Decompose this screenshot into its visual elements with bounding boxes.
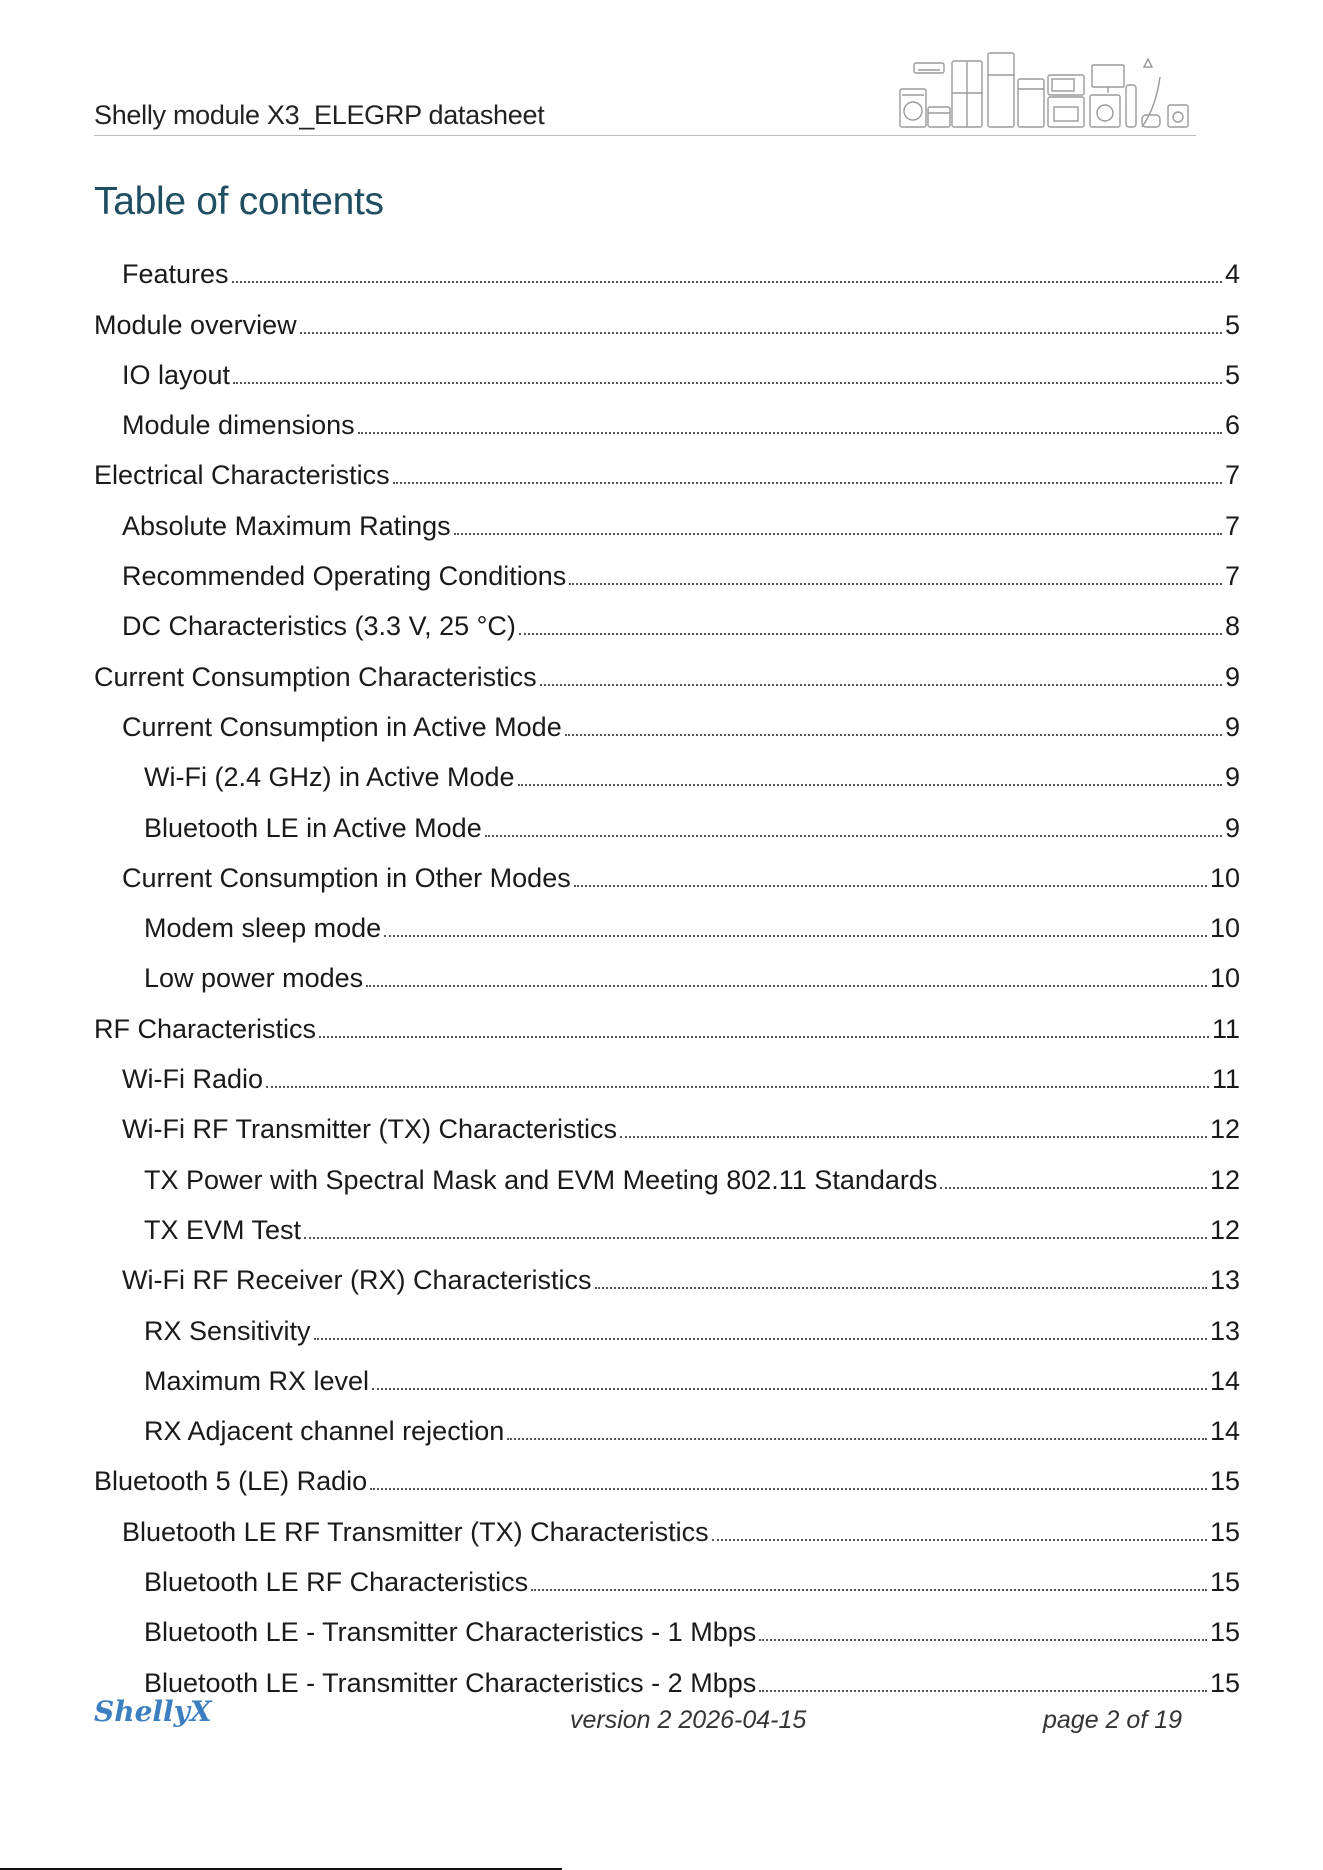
- toc-entry[interactable]: [94, 1646, 1240, 1696]
- toc-entry[interactable]: [94, 1093, 1240, 1143]
- toc-entry-page: 15: [1209, 1617, 1240, 1648]
- toc-entry-page: 5: [1224, 359, 1240, 390]
- toc-entry-title: Current Consumption Characteristics: [94, 661, 537, 692]
- toc-leader-dots: [393, 481, 1222, 484]
- toc-entry[interactable]: [94, 238, 1240, 288]
- toc-leader-dots: [759, 1638, 1207, 1641]
- toc-entry-page: 15: [1209, 1667, 1240, 1698]
- toc-entry-title: Bluetooth LE - Transmitter Characteristics - 2 Mbps: [144, 1667, 757, 1698]
- toc-entry[interactable]: [94, 389, 1240, 439]
- toc-leader-dots: [319, 1035, 1209, 1038]
- page-header: [94, 45, 1196, 136]
- toc-entry[interactable]: [94, 1194, 1240, 1244]
- toc-entry-title: Recommended Operating Conditions: [122, 561, 567, 592]
- toc-entry-title: Absolute Maximum Ratings: [122, 510, 451, 541]
- toc-leader-dots: [531, 1588, 1207, 1591]
- toc-entry-title: Wi-Fi Radio: [122, 1064, 264, 1095]
- toc-entry-page: 15: [1209, 1466, 1240, 1497]
- toc-entry-page: 10: [1209, 963, 1240, 994]
- toc-entry[interactable]: [94, 590, 1240, 640]
- toc-entry-page: 11: [1211, 1013, 1240, 1044]
- toc-leader-dots: [940, 1186, 1207, 1189]
- toc-entry-title: Wi-Fi (2.4 GHz) in Active Mode: [144, 762, 515, 793]
- toc-entry-page: 8: [1224, 611, 1240, 642]
- footer-page-number: page 2 of 19: [1043, 1706, 1183, 1734]
- toc-entry[interactable]: [94, 942, 1240, 992]
- toc-entry-title: Module dimensions: [122, 410, 355, 441]
- home-appliances-line-art-icon: [896, 45, 1196, 133]
- toc-entry-page: 9: [1224, 661, 1240, 692]
- toc-entry[interactable]: [94, 1445, 1240, 1495]
- toc-entry-title: Wi-Fi RF Receiver (RX) Characteristics: [122, 1265, 592, 1296]
- toc-leader-dots: [485, 834, 1222, 837]
- toc-leader-dots: [518, 783, 1222, 786]
- toc-entry-title: Current Consumption in Active Mode: [122, 711, 562, 742]
- toc-entry[interactable]: [94, 1244, 1240, 1294]
- toc-entry-page: 15: [1209, 1516, 1240, 1547]
- toc-entry[interactable]: [94, 540, 1240, 590]
- toc-entry[interactable]: [94, 489, 1240, 539]
- toc-leader-dots: [232, 280, 1222, 283]
- toc-entry-page: 12: [1209, 1164, 1240, 1195]
- document-title: Shelly module X3_ELEGRP datasheet: [94, 100, 545, 130]
- toc-entry-title: Electrical Characteristics: [94, 460, 390, 491]
- toc-entry[interactable]: [94, 791, 1240, 841]
- toc-entry-title: Bluetooth LE - Transmitter Characteristics - 1 Mbps: [144, 1617, 757, 1648]
- toc-entry-page: 12: [1209, 1214, 1240, 1245]
- toc-entry-title: Features: [122, 259, 229, 290]
- toc-leader-dots: [370, 1487, 1207, 1490]
- toc-entry-page: 7: [1224, 510, 1240, 541]
- toc-entry-page: 12: [1209, 1114, 1240, 1145]
- toc-entry[interactable]: [94, 691, 1240, 741]
- toc-entry-title: Current Consumption in Other Modes: [122, 862, 571, 893]
- toc-entry-title: RF Characteristics: [94, 1013, 317, 1044]
- toc-entry-page: 11: [1211, 1064, 1240, 1095]
- toc-entry-title: Module overview: [94, 309, 297, 340]
- toc-leader-dots: [358, 431, 1222, 434]
- toc-entry-title: Bluetooth LE RF Transmitter (TX) Characteristics: [122, 1516, 709, 1547]
- toc-entry[interactable]: [94, 1596, 1240, 1646]
- toc-entry-title: TX EVM Test: [144, 1214, 302, 1245]
- toc-entry-title: DC Characteristics (3.3 V, 25 °C): [122, 611, 516, 642]
- toc-entry-page: 6: [1224, 410, 1240, 441]
- toc-entry[interactable]: [94, 1546, 1240, 1596]
- toc-entry-title: Wi-Fi RF Transmitter (TX) Characteristics: [122, 1114, 618, 1145]
- toc-entry-page: 7: [1224, 460, 1240, 491]
- toc-entry[interactable]: [94, 842, 1240, 892]
- toc-leader-dots: [574, 884, 1207, 887]
- toc-entry-page: 14: [1209, 1365, 1240, 1396]
- toc-leader-dots: [540, 683, 1222, 686]
- toc-entry-title: Bluetooth 5 (LE) Radio: [94, 1466, 368, 1497]
- table-of-contents: [94, 238, 1240, 1697]
- toc-leader-dots: [595, 1286, 1207, 1289]
- toc-leader-dots: [712, 1538, 1207, 1541]
- toc-entry-page: 5: [1224, 309, 1240, 340]
- toc-leader-dots: [300, 331, 1222, 334]
- toc-entry-title: Bluetooth LE in Active Mode: [144, 812, 482, 843]
- toc-entry-title: RX Sensitivity: [144, 1315, 311, 1346]
- toc-entry-page: 13: [1209, 1315, 1240, 1346]
- toc-entry-title: Maximum RX level: [144, 1365, 370, 1396]
- toc-entry[interactable]: [94, 1143, 1240, 1193]
- toc-entry[interactable]: [94, 439, 1240, 489]
- toc-entry[interactable]: [94, 640, 1240, 690]
- toc-leader-dots: [565, 733, 1222, 736]
- toc-entry-page: 15: [1209, 1567, 1240, 1598]
- toc-entry-title: IO layout: [122, 359, 231, 390]
- toc-leader-dots: [519, 632, 1222, 635]
- toc-entry[interactable]: [94, 892, 1240, 942]
- toc-entry[interactable]: [94, 288, 1240, 338]
- toc-entry-page: 10: [1209, 913, 1240, 944]
- toc-entry-page: 13: [1209, 1265, 1240, 1296]
- toc-entry[interactable]: [94, 741, 1240, 791]
- toc-entry[interactable]: [94, 1345, 1240, 1395]
- svg-text:ShellyX: ShellyX: [94, 1695, 212, 1728]
- toc-leader-dots: [233, 381, 1222, 384]
- toc-entry-page: 7: [1224, 561, 1240, 592]
- toc-entry-title: TX Power with Spectral Mask and EVM Meeting 802.11 Standards: [144, 1164, 938, 1195]
- toc-entry-page: 9: [1224, 812, 1240, 843]
- toc-entry-page: 4: [1224, 259, 1240, 290]
- toc-leader-dots: [569, 582, 1222, 585]
- toc-leader-dots: [620, 1135, 1207, 1138]
- toc-leader-dots: [759, 1689, 1207, 1692]
- toc-entry-title: Low power modes: [144, 963, 364, 994]
- toc-leader-dots: [372, 1387, 1207, 1390]
- toc-leader-dots: [314, 1337, 1207, 1340]
- toc-entry-page: 9: [1224, 711, 1240, 742]
- toc-leader-dots: [266, 1085, 1209, 1088]
- toc-entry-page: 9: [1224, 762, 1240, 793]
- toc-entry-page: 14: [1209, 1416, 1240, 1447]
- toc-leader-dots: [304, 1236, 1207, 1239]
- toc-leader-dots: [384, 934, 1207, 937]
- toc-leader-dots: [366, 984, 1207, 987]
- toc-entry-page: 10: [1209, 862, 1240, 893]
- footer-version: version 2 2026-04-15: [570, 1706, 807, 1734]
- toc-entry[interactable]: [94, 1043, 1240, 1093]
- toc-entry[interactable]: [94, 1495, 1240, 1545]
- shelly-logo: [94, 1692, 234, 1730]
- toc-entry-title: RX Adjacent channel rejection: [144, 1416, 505, 1447]
- toc-leader-dots: [507, 1437, 1207, 1440]
- toc-heading: Table of contents: [94, 180, 384, 223]
- toc-entry-title: Bluetooth LE RF Characteristics: [144, 1567, 529, 1598]
- toc-entry[interactable]: [94, 339, 1240, 389]
- toc-entry[interactable]: [94, 1395, 1240, 1445]
- toc-entry[interactable]: [94, 992, 1240, 1042]
- toc-leader-dots: [454, 532, 1222, 535]
- toc-entry-title: Modem sleep mode: [144, 913, 382, 944]
- toc-entry[interactable]: [94, 1294, 1240, 1344]
